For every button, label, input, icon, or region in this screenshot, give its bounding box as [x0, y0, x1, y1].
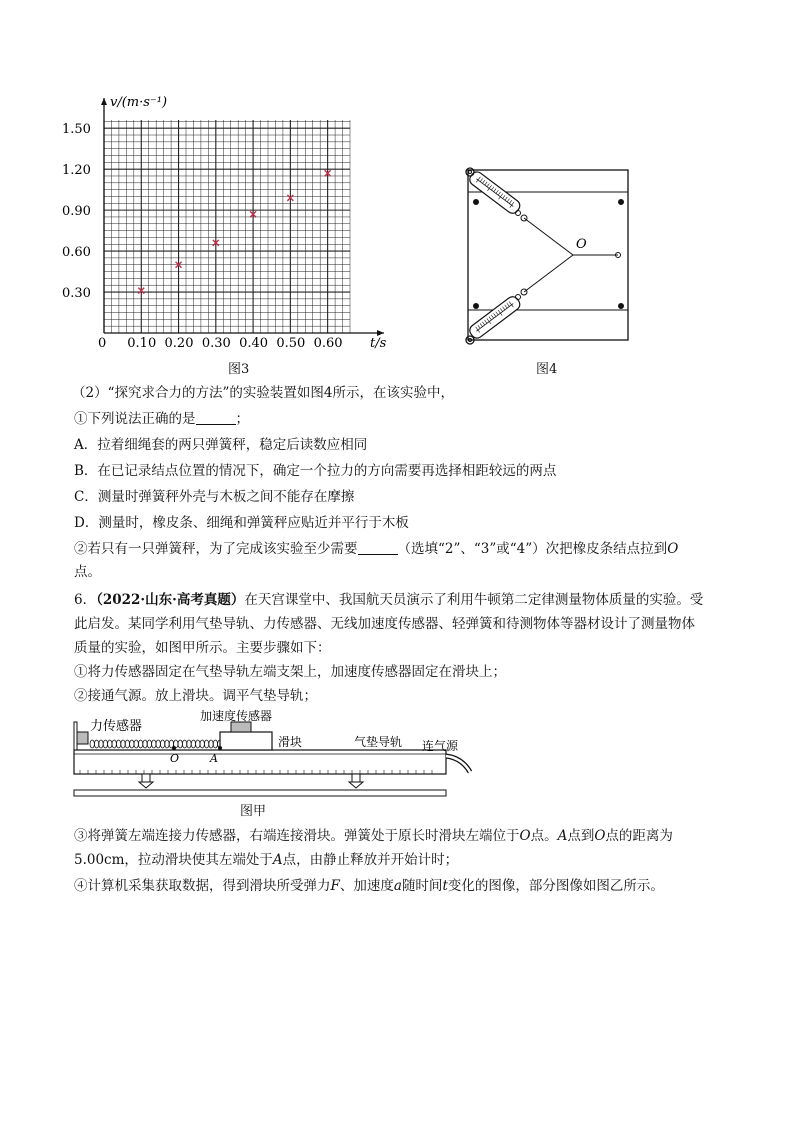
- knot-label-O: O: [576, 237, 587, 252]
- sym-A: A: [272, 852, 283, 868]
- text: 点，由静止释放并开始计时；: [282, 852, 459, 868]
- origin-label: 0: [98, 336, 107, 351]
- pin: [473, 303, 479, 309]
- y-axis-arrow: [101, 98, 107, 105]
- sym-O: O: [594, 828, 606, 844]
- air-track: [74, 750, 446, 774]
- q2-option-d: D．测量时，橡皮条、细绳和弹簧秤应贴近并平行于木板: [74, 515, 409, 531]
- y-axis-label: v/(m·s⁻¹): [110, 95, 168, 110]
- hook: [516, 211, 521, 216]
- q6-step4: [74, 876, 664, 896]
- table: [74, 790, 446, 796]
- pin: [618, 199, 624, 205]
- acceleration-sensor: [231, 722, 251, 732]
- track-label: 气垫导轨: [354, 735, 403, 749]
- text: 、加速度: [339, 878, 394, 894]
- chart-data-points: [138, 170, 330, 293]
- text: ④计算机采集获取数据，得到滑块所受弹力: [74, 878, 331, 894]
- scale-ring: [469, 171, 472, 174]
- spring: [90, 740, 222, 748]
- q2-option-b: B．在已记录结点位置的情况下，确定一个拉力的方向需要再选择相距较远的两点: [74, 463, 557, 479]
- label-A: A: [210, 752, 218, 765]
- point-O-marker: [172, 746, 176, 750]
- sym-t: t: [442, 878, 448, 894]
- y-tick-label: 1.50: [62, 122, 91, 138]
- q2-option-a: A．拉着细绳套的两只弹簧秤，稳定后读数应相同: [74, 437, 368, 453]
- q2-sub1: [74, 409, 249, 429]
- q2-sub1-suffix: ；: [235, 411, 249, 427]
- pin: [618, 303, 624, 309]
- q6-step2: ②接通气源。放上滑块。调平气垫导轨；: [74, 688, 317, 704]
- figure4-caption: 图4: [536, 362, 558, 377]
- x-tick-label: 0.30: [201, 336, 231, 351]
- text: 点的距离为: [605, 828, 673, 844]
- spring-scale-lower: [467, 294, 522, 340]
- accel-sensor-label: 加速度传感器: [200, 709, 273, 723]
- string-lower: [524, 255, 573, 292]
- support-left: [139, 774, 153, 788]
- sensor-stand: [74, 722, 77, 750]
- q2-sub2-prefix: ②若只有一只弹簧秤，为了完成该实验至少需要: [74, 541, 358, 557]
- q2-sub2: [74, 539, 678, 559]
- answer-blank[interactable]: [358, 540, 398, 555]
- figure-jia-caption: 图甲: [240, 804, 267, 819]
- text: 点。: [530, 828, 558, 844]
- y-tick-label: 0.30: [62, 286, 91, 302]
- sym-O: O: [519, 828, 531, 844]
- q2-sub2-end: 点。: [74, 564, 101, 580]
- hook: [516, 295, 521, 300]
- text: 点到: [567, 828, 595, 844]
- x-axis-label: t/s: [370, 336, 387, 351]
- point-A-marker: [218, 746, 222, 750]
- answer-blank[interactable]: [196, 410, 236, 425]
- label-O: O: [170, 752, 180, 765]
- sym-F: F: [330, 878, 340, 894]
- q6-source: （2022·山东·高考真题）: [96, 592, 245, 608]
- q6-line3: 质量的实验，如图甲所示。主要步骤如下：: [74, 640, 331, 656]
- spring-scale-upper: [467, 170, 522, 216]
- text: ③将弹簧左端连接力传感器，右端连接滑块。弹簧处于原长时滑块左端位于: [74, 828, 520, 844]
- text: 变化的图像，部分图像如图乙所示。: [447, 878, 664, 894]
- air-source-label: 连气源: [422, 739, 459, 753]
- sym-A: A: [557, 828, 568, 844]
- q2-sub1-prefix: ①下列说法正确的是: [74, 411, 196, 427]
- q2-option-c: C．测量时弹簧秤外壳与木板之间不能存在摩擦: [74, 489, 355, 505]
- y-tick-label: 0.90: [62, 204, 91, 220]
- y-tick-label: 1.20: [62, 163, 91, 179]
- x-tick-label: 0.60: [313, 336, 343, 351]
- q2-sub2-O: O: [667, 541, 679, 557]
- q6-line1-rest: 在天宫课堂中、我国航天员演示了利用牛顿第二定律测量物体质量的实验。受: [244, 592, 704, 608]
- q2-sub2-mid: （选填“2”、“3”或“4”）次把橡皮条结点拉到: [397, 541, 668, 557]
- text: 5.00cm，拉动滑块使其左端处于: [74, 852, 273, 868]
- q6-step1: ①将力传感器固定在气垫导轨左端支架上，加速度传感器固定在滑块上；: [74, 664, 506, 680]
- figure4-diagram: [458, 160, 638, 352]
- figure3-chart: [60, 90, 400, 380]
- q2-intro: （2）“探究求合力的方法”的实验装置如图4所示，在该实验中，: [72, 385, 454, 401]
- support-right: [349, 774, 363, 788]
- q6-step3-line2: [74, 850, 458, 870]
- q6-line2: 此启发。某同学利用气垫导轨、力传感器、无线加速度传感器、轻弹簧和待测物体等器材设计了测量物体: [74, 616, 695, 632]
- x-tick-label: 0.20: [164, 336, 194, 351]
- q6-line1: [74, 590, 703, 610]
- q6-number: 6．: [74, 592, 97, 608]
- chart-grid: [104, 120, 350, 333]
- scale-ring: [466, 168, 474, 176]
- x-tick-label: 0.40: [239, 336, 269, 351]
- string-upper: [524, 218, 573, 255]
- pin: [473, 199, 479, 205]
- sym-a: a: [393, 878, 402, 894]
- figure3-caption: 图3: [228, 362, 250, 377]
- text: 随时间: [401, 878, 443, 894]
- x-tick-label: 0.10: [127, 336, 157, 351]
- slider: [220, 732, 272, 750]
- force-sensor-label: 力传感器: [90, 719, 143, 734]
- y-tick-label: 0.60: [62, 245, 91, 261]
- figure-jia-diagram: [70, 708, 480, 808]
- q6-step3: [74, 826, 673, 846]
- slider-label: 滑块: [278, 735, 303, 749]
- x-tick-label: 0.50: [276, 336, 306, 351]
